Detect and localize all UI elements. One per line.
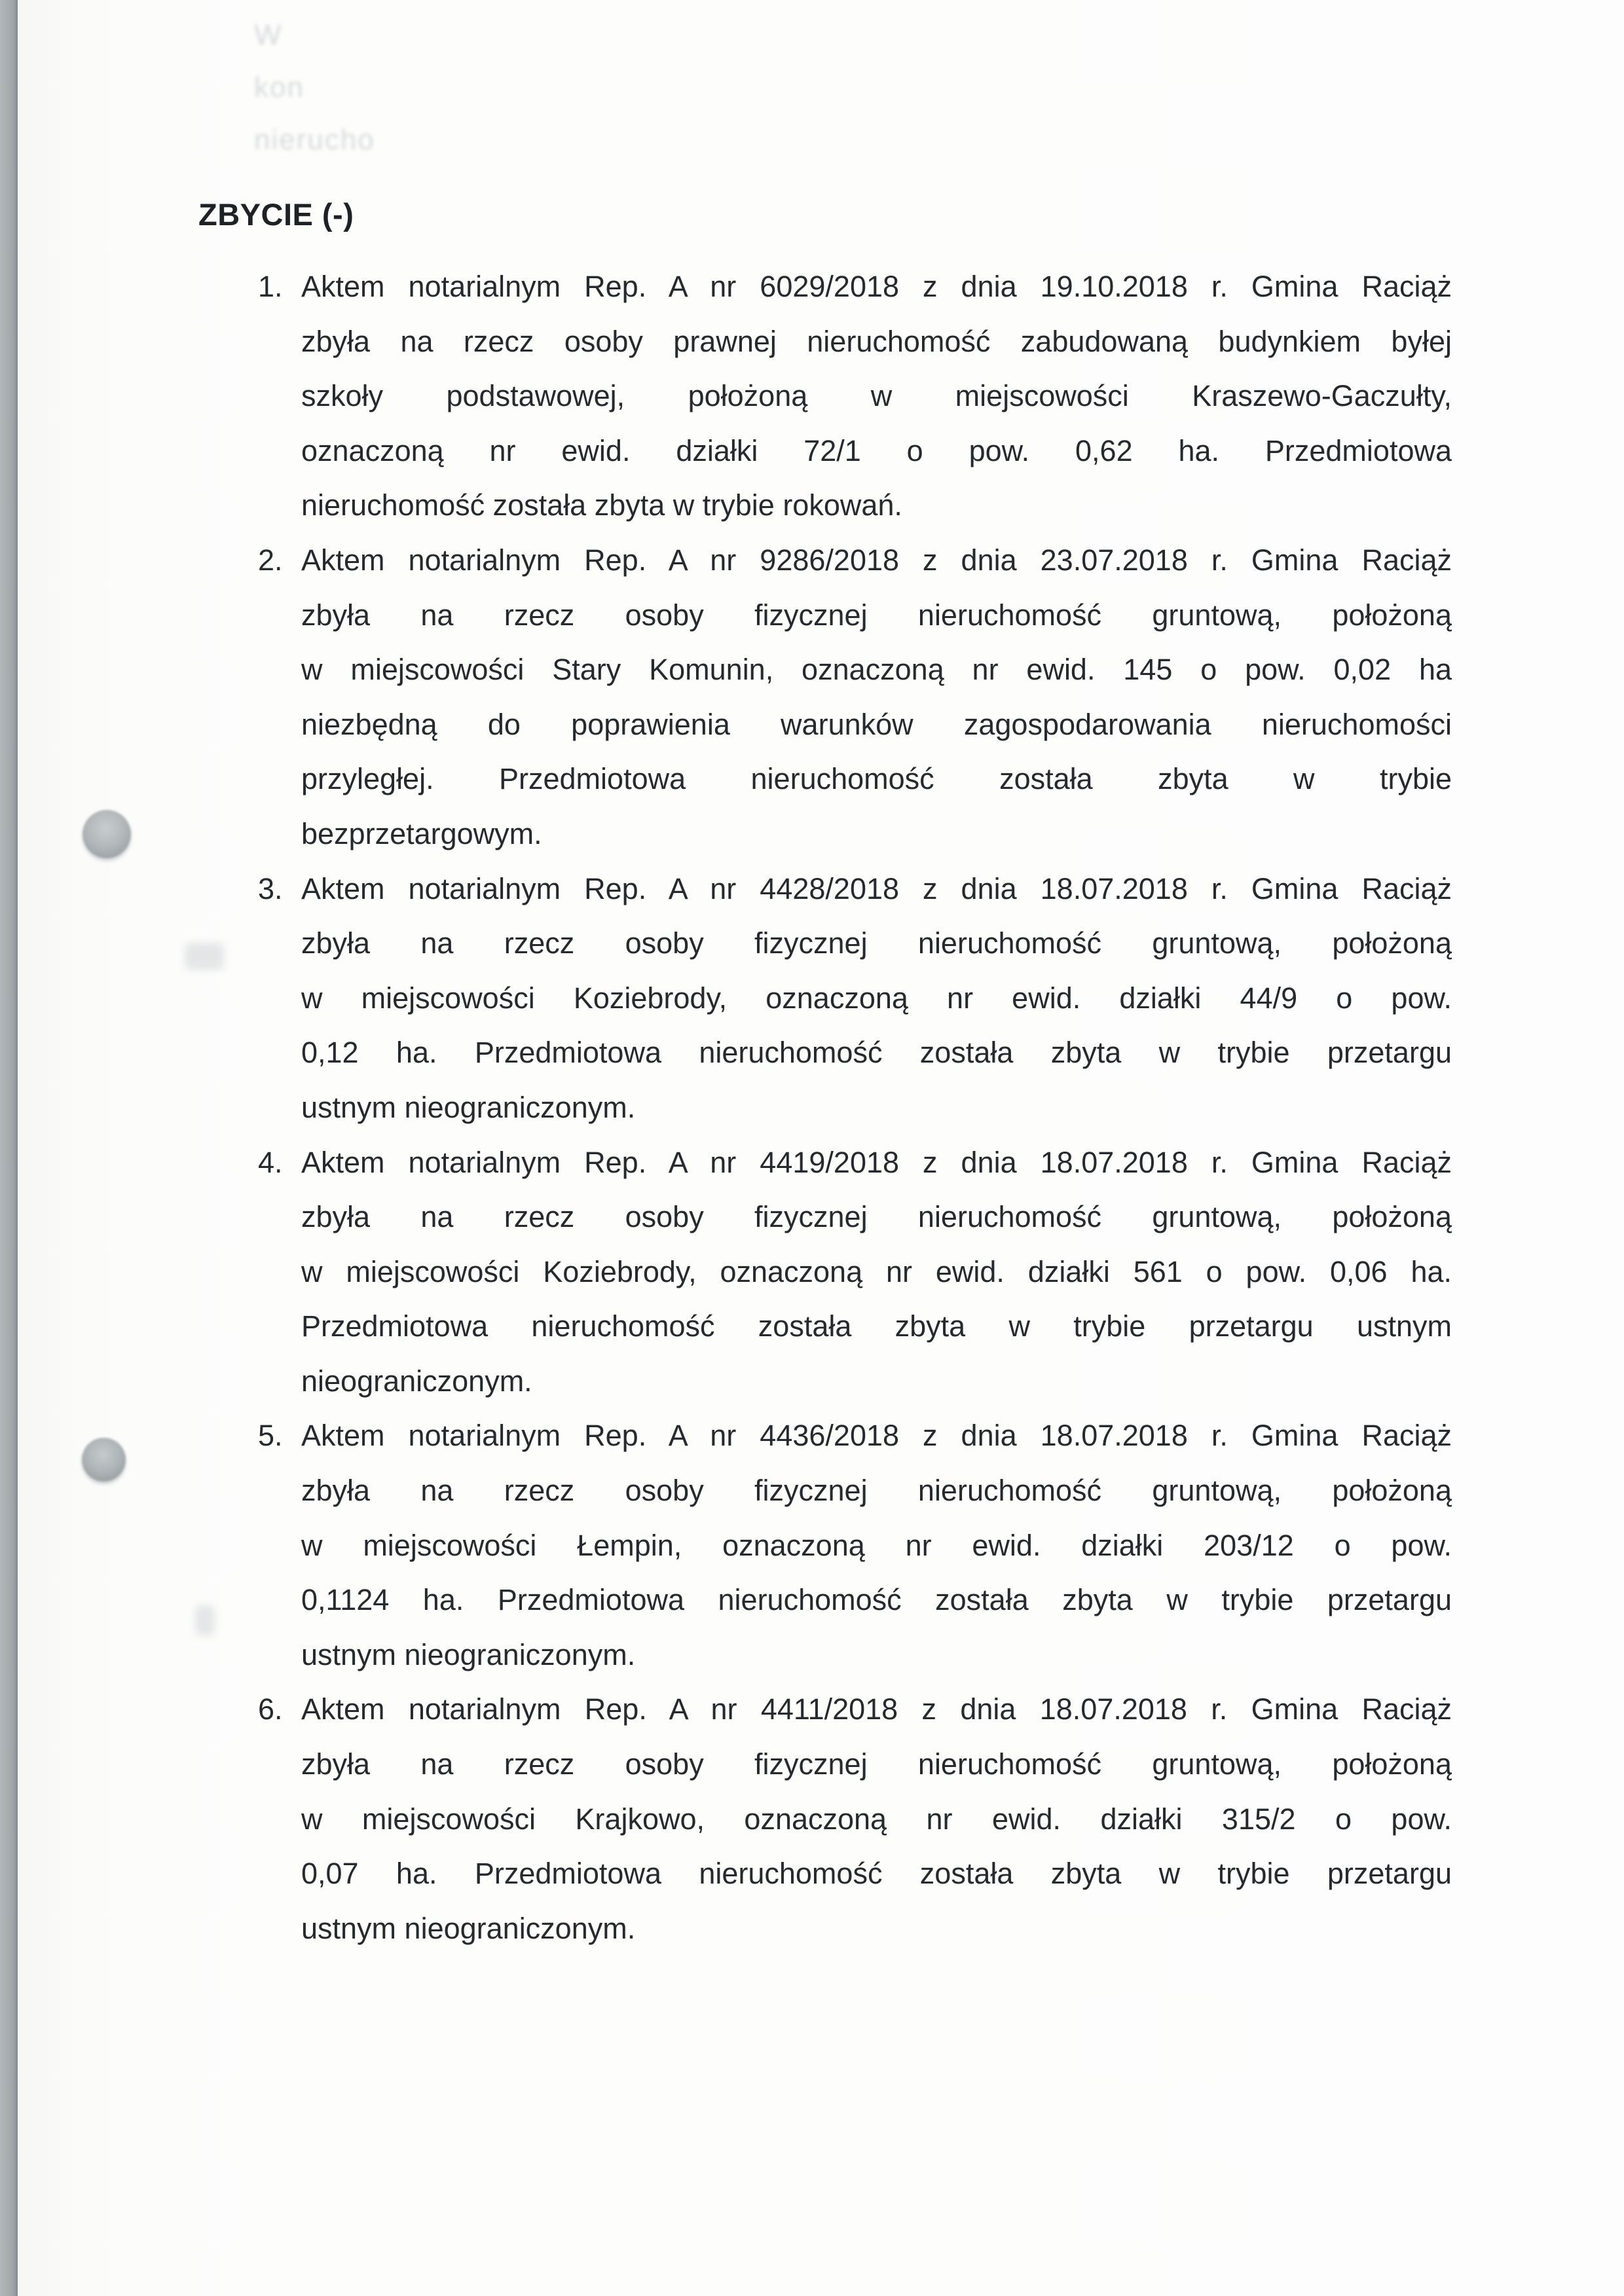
list-item-number: 5. [258,1419,283,1453]
list-item-line: Aktem notarialnym Rep. A nr 4419/2018 z dnia 18.07.2018 r. Gmina Raciąż [301,1145,1452,1179]
list-item-line: 0,07 ha. Przedmiotowa nieruchomość została zbyta w trybie przetargu [301,1857,1452,1891]
list-item-line: w miejscowości Stary Komunin, oznaczoną nr ewid. 145 o pow. 0,02 ha [301,653,1452,687]
hole-punch-mark [83,810,131,858]
list-item-line: 0,12 ha. Przedmiotowa nieruchomość została zbyta w trybie przetargu [301,1036,1452,1070]
list-item-line: przyległej. Przedmiotowa nieruchomość została zbyta w trybie [301,762,1452,796]
list-item-line: zbyła na rzecz osoby fizycznej nieruchomość gruntową, położoną [301,926,1452,960]
list-item [258,1135,1452,1409]
list-item [258,1408,1452,1682]
bleedthrough-ghost-text [254,9,375,166]
scan-smudge [195,1605,215,1635]
list-item-number: 6. [258,1692,283,1726]
list-item-line: nieograniczonym. [301,1364,532,1398]
list-item-line: 0,1124 ha. Przedmiotowa nieruchomość została zbyta w trybie przetargu [301,1583,1452,1617]
ghost-line: W [254,19,283,51]
list-item-line: zbyła na rzecz osoby fizycznej nieruchomość gruntową, położoną [301,1747,1452,1781]
list-item-line: Przedmiotowa nieruchomość została zbyta w trybie przetargu ustnym [301,1309,1452,1343]
list-item [258,862,1452,1135]
list-item [258,1682,1452,1956]
list-item-line: zbyła na rzecz osoby prawnej nieruchomość zabudowaną budynkiem byłej [301,324,1452,358]
list-item-line: Aktem notarialnym Rep. A nr 4411/2018 z dnia 18.07.2018 r. Gmina Raciąż [301,1692,1452,1726]
list-item [258,259,1452,533]
list-item-line: ustnym nieograniczonym. [301,1911,636,1945]
list-item-number: 3. [258,871,283,905]
list-item-line: szkoły podstawowej, położoną w miejscowości Kraszewo-Gaczułty, [301,379,1452,413]
list-item-line: w miejscowości Koziebrody, oznaczoną nr ewid. działki 44/9 o pow. [301,981,1452,1015]
list-item-line: w miejscowości Krajkowo, oznaczoną nr ewid. działki 315/2 o pow. [301,1802,1452,1836]
notarial-acts-list [258,259,1452,1956]
list-item-number: 1. [258,270,283,303]
list-item-line: Aktem notarialnym Rep. A nr 6029/2018 z dnia 19.10.2018 r. Gmina Raciąż [301,270,1452,303]
list-item-line: nieruchomość została zbyta w trybie rokowań. [301,488,902,522]
section-heading: ZBYCIE (-) [198,197,354,232]
list-item-number: 4. [258,1145,283,1179]
scanner-edge-band [0,0,18,2296]
scan-smudge [185,943,224,970]
list-item-line: Aktem notarialnym Rep. A nr 9286/2018 z dnia 23.07.2018 r. Gmina Raciąż [301,543,1452,577]
ghost-line: nierucho [254,124,375,156]
ghost-line: kon [254,71,304,103]
list-item [258,533,1452,862]
list-item-line: zbyła na rzecz osoby fizycznej nieruchomość gruntową, położoną [301,1200,1452,1234]
list-item-line: zbyła na rzecz osoby fizycznej nieruchomość gruntową, położoną [301,598,1452,632]
list-item-line: oznaczoną nr ewid. działki 72/1 o pow. 0,62 ha. Przedmiotowa [301,433,1452,467]
list-item-line: niezbędną do poprawienia warunków zagospodarowania nieruchomości [301,707,1452,741]
list-item-number: 2. [258,543,283,577]
list-item-line: w miejscowości Łempin, oznaczoną nr ewid. działki 203/12 o pow. [301,1528,1452,1562]
list-item-line: w miejscowości Koziebrody, oznaczoną nr ewid. działki 561 o pow. 0,06 ha. [301,1254,1452,1288]
list-item-line: ustnym nieograniczonym. [301,1637,636,1671]
list-item-line: Aktem notarialnym Rep. A nr 4436/2018 z dnia 18.07.2018 r. Gmina Raciąż [301,1419,1452,1453]
list-item-line: Aktem notarialnym Rep. A nr 4428/2018 z dnia 18.07.2018 r. Gmina Raciąż [301,871,1452,905]
list-item-line: zbyła na rzecz osoby fizycznej nieruchomość gruntową, położoną [301,1474,1452,1508]
hole-punch-mark [82,1438,126,1482]
list-item-line: bezprzetargowym. [301,816,542,850]
list-item-line: ustnym nieograniczonym. [301,1090,636,1124]
